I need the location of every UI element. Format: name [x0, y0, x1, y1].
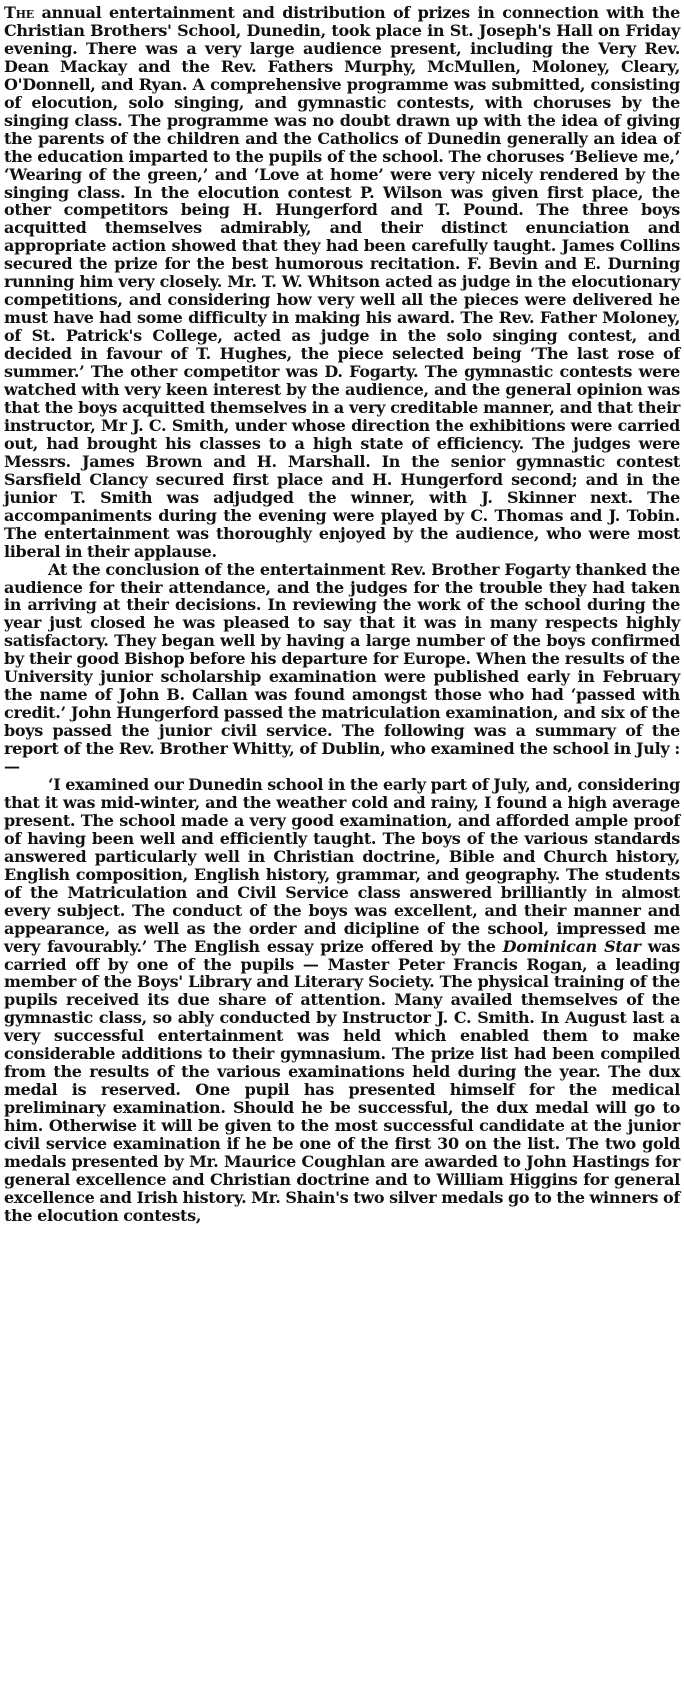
lead-word: The: [4, 3, 34, 22]
paragraph-2: At the conclusion of the entertainment Rev. Brother Fogarty thanked the audience for their attendance, and the judges for the trouble they had taken in arriving at their decisions. In reviewing the work of the school during the year just closed he was pleased to say that it was in many respects highly satisfactory. They began well by having a large number of the boys confirmed by their good Bishop before his departure for Europe. When the results of the University junior scholarship examination were published early in February the name of John B. Callan was found amongst those who had ‘passed with credit.’ John Hungerford passed the matriculation examination, and six of the boys passed the junior civil service. The following was a summary of the report of the Rev. Brother Whitty, of Dublin, who examined the school in July :—: [4, 559, 680, 777]
paragraph-1: [4, 4, 680, 561]
paragraph-1-text: annual entertainment and distribution of prizes in connection with the Christian Brothers' School, Dunedin, took place in St. Joseph's Hall on Friday evening. There was a very large audience present, including the Very Rev. Dean Mackay and the Rev. Fathers Murphy, McMullen, Moloney, Cleary, O'Donnell, and Ryan. A comprehensive programme was submitted, consisting of elocution, solo singing, and gymnastic contests, with choruses by the singing class. The programme was no doubt drawn up with the idea of giving the parents of the children and the Catholics of Dunedin generally an idea of the education imparted to the pupils of the school. The choruses ‘Believe me,’ ‘Wearing of the green,’ and ‘Love at home’ were very nicely rendered by the singing class. In the elocution contest P. Wilson was given first place, the other competitors being H. Hungerford and T. Pound. The three boys acquitted themselves admirably, and their distinct enunciation and appropriate action showed that they had been carefully taught. James Collins secured the prize for the best humorous recitation. F. Bevin and E. Durning running him very closely. Mr. T. W. Whitson acted as judge in the elocutionary competitions, and considering how very well all the pieces were delivered he must have had some difficulty in making his award. The Rev. Father Moloney, of St. Patrick's College, acted as judge in the solo singing contest, and decided in favour of T. Hughes, the piece selected being ‘The last rose of summer.’ The other competitor was D. Fogarty. The gymnastic contests were watched with very keen interest by the audience, and the general opinion was that the boys acquitted themselves in a very creditable manner, and that their instructor, Mr J. C. Smith, under whose direction the exhibitions were carried out, had brought his classes to a high state of efficiency. The judges were Messrs. James Brown and H. Marshall. In the senior gymnastic contest Sarsfield Clancy secured first place and H. Hungerford second; and in the junior T. Smith was adjudged the winner, with J. Skinner next. The accompaniments during the evening were played by C. Thomas and J. Tobin. The entertainment was thoroughly enjoyed by the audience, who were most liberal in their applause.: [4, 3, 680, 561]
paragraph-3-text-before: ‘I examined our Dunedin school in the early part of July, and, considering that it was mid-winter, and the weather cold and rainy, I found a high average present. The school made a very good examination, and afforded ample proof of having been well and efficiently taught. The boys of the various standards answered particularly well in Christian doctrine, Bible and Church history, English composition, English history, grammar, and geography. The students of the Matriculation and Civil Service class answered brilliantly in almost every subject. The conduct of the boys was excellent, and their manner and appearance, as well as the order and dicipline of the school, impressed me very favourably.’ The English essay prize offered by the: [4, 774, 680, 956]
paragraph-3: [4, 776, 680, 1225]
publication-title: Dominican Star: [502, 936, 641, 956]
paragraph-3-text-after: was carried off by one of the pupils — Master Peter Francis Rogan, a leading member of the Boys' Library and Literary Society. The physical training of the pupils received its due share of attention. Many availed themselves of the gymnastic class, so ably conducted by Instructor J. C. Smith. In August last a very successful entertainment was held which enabled them to make considerable additions to their gymnasium. The prize list had been compiled from the results of the various examinations held during the year. The dux medal is reserved. One pupil has presented himself for the medical preliminary examination. Should he be successful, the dux medal will go to him. Otherwise it will be given to the most successful candidate at the junior civil service examination if he be one of the first 30 on the list. The two gold medals presented by Mr. Maurice Coughlan are awarded to John Hastings for general excellence and Christian doctrine and to William Higgins for general excellence and Irish history. Mr. Shain's two silver medals go to the winners of the elocution contests,: [4, 936, 680, 1225]
article: [4, 4, 680, 1225]
